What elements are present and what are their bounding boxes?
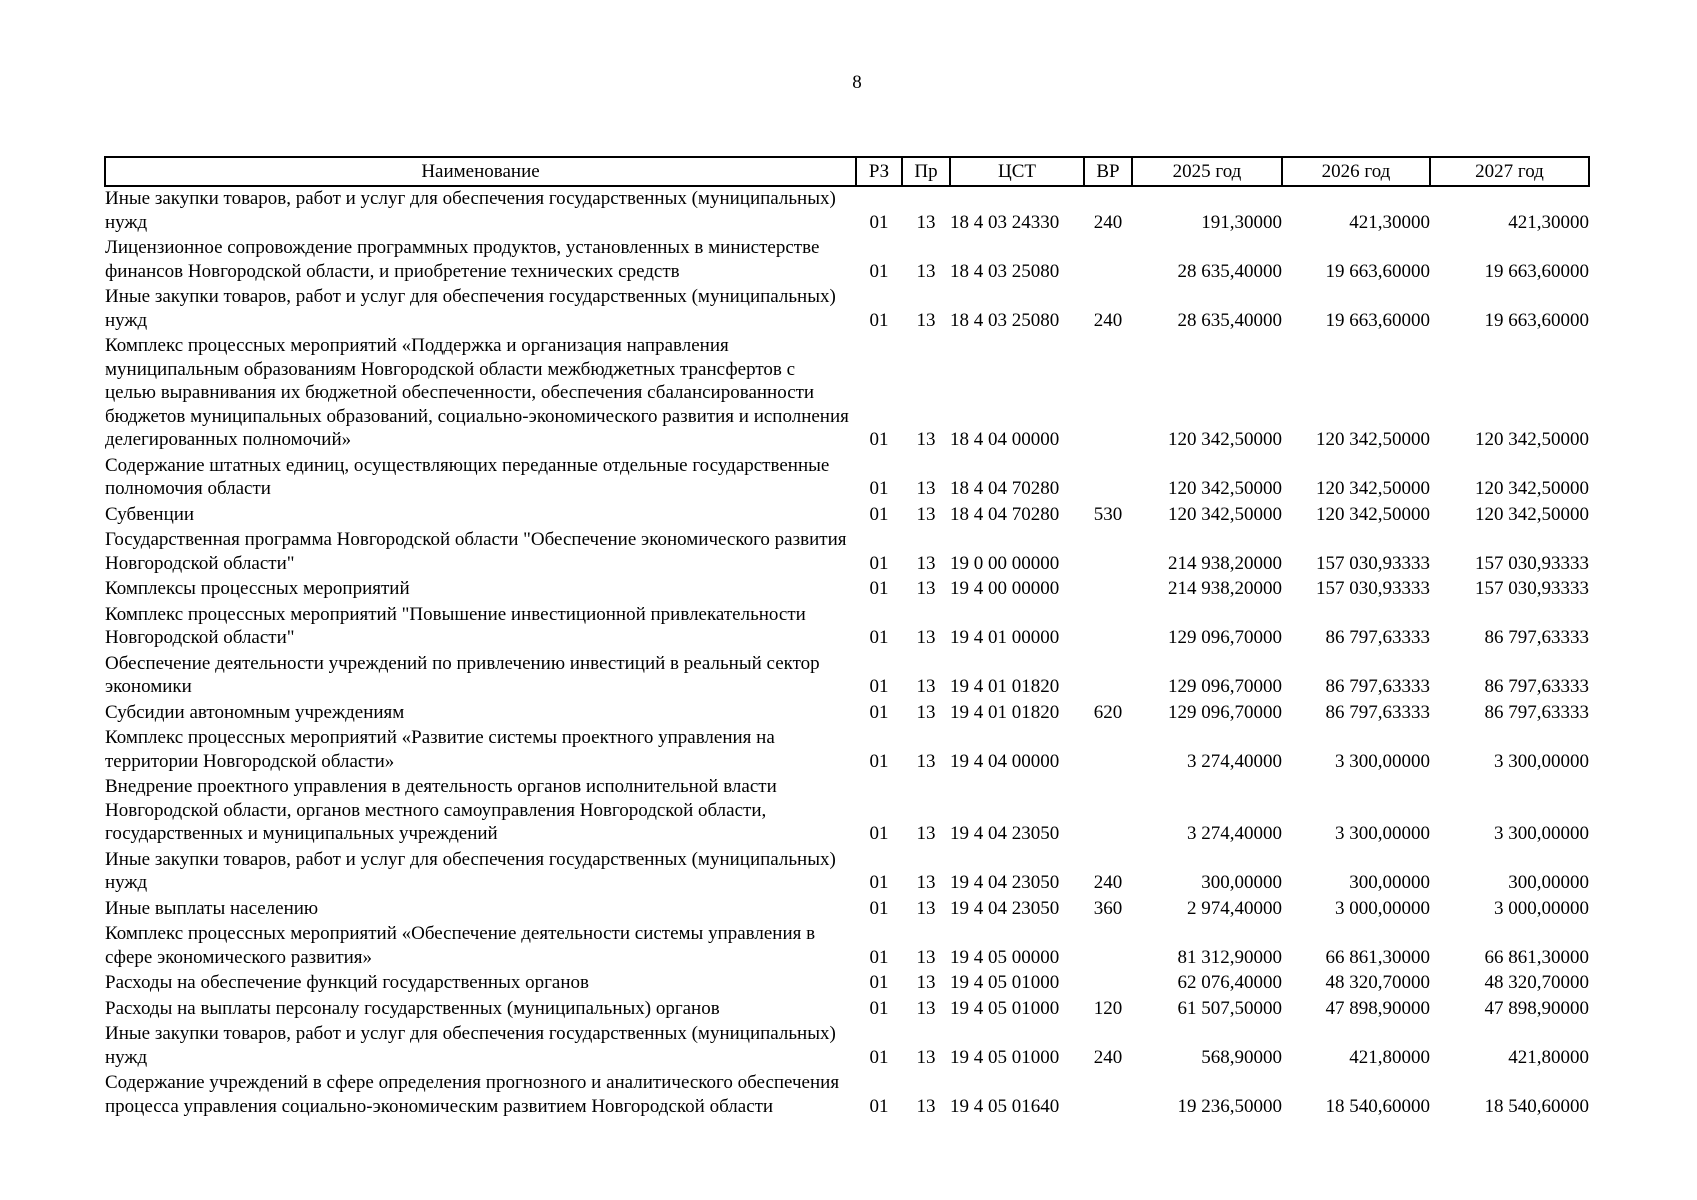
- cell-2025: 61 507,50000: [1177, 997, 1282, 1019]
- cell-rz: 01: [869, 897, 889, 919]
- cell-2025: 129 096,70000: [1168, 627, 1282, 648]
- cell-2027: 18 540,60000: [1484, 1095, 1589, 1117]
- cell-name: Комплекс процессных мероприятий «Поддержка и организация направления муниципальным образованиям Новгородской области межбюджетных трансфертов с целью выравнивания их бюджетной обеспеченности, обеспечения сбалансированности бюджетов муниципальных образований, социально-экономического развития и исполнения делегированных полномочий»: [105, 335, 849, 450]
- cell-2025: 191,30000: [1201, 211, 1282, 233]
- cell-cst: 18 4 04 00000: [950, 429, 1060, 450]
- cell-cst: 19 4 04 00000: [950, 750, 1060, 772]
- cell-pr: 13: [916, 260, 936, 282]
- cell-name: Расходы на выплаты персоналу государственных (муниципальных) органов: [105, 997, 720, 1019]
- cell-2026: 66 861,30000: [1325, 946, 1430, 968]
- cell-2026: 19 663,60000: [1325, 309, 1430, 331]
- cell-2027: 157 030,93333: [1475, 552, 1589, 574]
- cell-rz: 01: [869, 309, 889, 331]
- cell-2026: 3 300,00000: [1335, 750, 1430, 772]
- cell-pr: 13: [916, 897, 936, 919]
- cell-pr: 13: [916, 552, 936, 574]
- cell-rz: 01: [869, 1095, 889, 1117]
- cell-2025: 129 096,70000: [1168, 701, 1282, 723]
- header-2026: 2026 год: [1282, 157, 1430, 186]
- cell-vr: 240: [1093, 1046, 1123, 1068]
- cell-cst: 18 4 03 25080: [950, 260, 1060, 282]
- cell-vr: [1084, 603, 1132, 652]
- cell-rz: 01: [869, 211, 889, 233]
- cell-vr: 240: [1093, 309, 1123, 331]
- cell-pr: 13: [916, 701, 936, 723]
- cell-name: Комплекс процессных мероприятий «Развитие системы проектного управления на территории Новгородской области»: [105, 727, 775, 772]
- cell-2026: 120 342,50000: [1316, 503, 1430, 525]
- cell-2027: 86 797,63333: [1484, 701, 1589, 723]
- cell-2027: 421,30000: [1508, 211, 1589, 233]
- cell-pr: 13: [916, 1046, 936, 1068]
- cell-pr: 13: [916, 972, 936, 993]
- cell-pr: 13: [916, 872, 936, 893]
- cell-pr: 13: [916, 1095, 936, 1117]
- table-row: [105, 848, 1589, 897]
- cell-name: Государственная программа Новгородской области "Обеспечение экономического развития Новгородской области": [105, 529, 847, 574]
- cell-cst: 19 4 01 01820: [950, 676, 1060, 697]
- cell-name: Субсидии автономным учреждениям: [105, 701, 405, 723]
- cell-vr: 530: [1093, 503, 1123, 525]
- table-row: [105, 577, 1589, 603]
- cell-2025: 120 342,50000: [1168, 503, 1282, 525]
- cell-pr: 13: [916, 503, 936, 525]
- cell-2025: 300,00000: [1201, 872, 1282, 893]
- table-body: [105, 186, 1589, 1120]
- cell-vr: [1084, 528, 1132, 577]
- cell-2027: 120 342,50000: [1475, 478, 1589, 499]
- header-name: Наименование: [105, 157, 856, 186]
- table-row: [105, 652, 1589, 701]
- cell-2025: 120 342,50000: [1168, 478, 1282, 499]
- cell-2025: 568,90000: [1201, 1046, 1282, 1068]
- cell-cst: 19 4 04 23050: [950, 897, 1060, 919]
- header-pr: Пр: [902, 157, 950, 186]
- cell-pr: 13: [916, 211, 936, 233]
- cell-vr: 240: [1093, 211, 1123, 233]
- cell-name: Комплекс процессных мероприятий "Повышение инвестиционной привлекательности Новгородской области": [105, 603, 806, 648]
- table-row: [105, 775, 1589, 848]
- header-cst: ЦСТ: [950, 157, 1084, 186]
- page-number: 8: [852, 72, 862, 93]
- cell-cst: 19 4 04 23050: [950, 823, 1060, 844]
- cell-rz: 01: [869, 1046, 889, 1068]
- cell-rz: 01: [869, 946, 889, 968]
- cell-2027: 300,00000: [1508, 872, 1589, 893]
- cell-cst: 19 0 00 00000: [950, 552, 1060, 574]
- table-row: [105, 503, 1589, 529]
- cell-pr: 13: [916, 676, 936, 697]
- table-row: [105, 603, 1589, 652]
- table-row: [105, 285, 1589, 334]
- cell-2027: 19 663,60000: [1484, 260, 1589, 282]
- cell-vr: 120: [1093, 997, 1123, 1019]
- cell-2027: 86 797,63333: [1484, 627, 1589, 648]
- cell-vr: [1084, 726, 1132, 775]
- cell-vr: [1084, 577, 1132, 603]
- cell-2025: 81 312,90000: [1177, 946, 1282, 968]
- cell-name: Внедрение проектного управления в деятельность органов исполнительной власти Новгородской области, органов местного самоуправления Новгородской области, государственных и муниципальных учреждений: [105, 776, 777, 844]
- cell-2026: 48 320,70000: [1325, 972, 1430, 993]
- cell-rz: 01: [869, 627, 889, 648]
- table-row: [105, 454, 1589, 503]
- cell-rz: 01: [869, 750, 889, 772]
- cell-2025: 62 076,40000: [1177, 972, 1282, 993]
- cell-name: Иные закупки товаров, работ и услуг для обеспечения государственных (муниципальных) нужд: [105, 286, 836, 331]
- cell-name: Комплекс процессных мероприятий «Обеспечение деятельности системы управления в сфере экономического развития»: [105, 923, 816, 968]
- cell-2027: 48 320,70000: [1484, 972, 1589, 993]
- cell-vr: 240: [1093, 872, 1123, 893]
- table-row: [105, 1071, 1589, 1120]
- cell-name: Иные закупки товаров, работ и услуг для обеспечения государственных (муниципальных) нужд: [105, 848, 836, 893]
- budget-table: [104, 156, 1590, 1120]
- cell-name: Расходы на обеспечение функций государственных органов: [105, 972, 589, 993]
- cell-pr: 13: [916, 429, 936, 450]
- table-row: [105, 971, 1589, 997]
- cell-cst: 18 4 04 70280: [950, 478, 1060, 499]
- cell-rz: 01: [869, 503, 889, 525]
- cell-cst: 18 4 03 24330: [950, 211, 1060, 233]
- table-row: [105, 186, 1589, 236]
- cell-2027: 120 342,50000: [1475, 503, 1589, 525]
- cell-2027: 66 861,30000: [1484, 946, 1589, 968]
- cell-rz: 01: [869, 578, 889, 599]
- cell-pr: 13: [916, 997, 936, 1019]
- cell-2026: 300,00000: [1349, 872, 1430, 893]
- header-vr: ВР: [1084, 157, 1132, 186]
- cell-cst: 19 4 05 01000: [950, 997, 1060, 1019]
- cell-2027: 47 898,90000: [1484, 997, 1589, 1019]
- cell-vr: [1084, 454, 1132, 503]
- cell-cst: 18 4 03 25080: [950, 309, 1060, 331]
- cell-vr: 360: [1093, 897, 1123, 919]
- cell-2027: 157 030,93333: [1475, 578, 1589, 599]
- cell-pr: 13: [916, 627, 936, 648]
- cell-2026: 86 797,63333: [1325, 627, 1430, 648]
- cell-rz: 01: [869, 972, 889, 993]
- cell-rz: 01: [869, 260, 889, 282]
- header-2025: 2025 год: [1132, 157, 1282, 186]
- cell-2025: 28 635,40000: [1177, 260, 1282, 282]
- cell-2025: 2 974,40000: [1187, 897, 1282, 919]
- cell-vr: [1084, 775, 1132, 848]
- cell-rz: 01: [869, 676, 889, 697]
- cell-2025: 129 096,70000: [1168, 676, 1282, 697]
- cell-2025: 28 635,40000: [1177, 309, 1282, 331]
- cell-2026: 3 300,00000: [1335, 823, 1430, 844]
- cell-name: Иные закупки товаров, работ и услуг для обеспечения государственных (муниципальных) нужд: [105, 188, 836, 233]
- cell-rz: 01: [869, 701, 889, 723]
- cell-2026: 86 797,63333: [1325, 676, 1430, 697]
- cell-pr: 13: [916, 946, 936, 968]
- cell-cst: 19 4 04 23050: [950, 872, 1060, 893]
- cell-name: Иные закупки товаров, работ и услуг для обеспечения государственных (муниципальных) нужд: [105, 1023, 836, 1068]
- cell-2025: 120 342,50000: [1168, 429, 1282, 450]
- cell-cst: 19 4 05 00000: [950, 946, 1060, 968]
- cell-rz: 01: [869, 552, 889, 574]
- cell-2025: 3 274,40000: [1187, 823, 1282, 844]
- cell-2025: 19 236,50000: [1177, 1095, 1282, 1117]
- cell-vr: [1084, 236, 1132, 285]
- cell-2026: 86 797,63333: [1325, 701, 1430, 723]
- cell-vr: [1084, 971, 1132, 997]
- cell-cst: 19 4 05 01000: [950, 1046, 1060, 1068]
- cell-2027: 86 797,63333: [1484, 676, 1589, 697]
- cell-2025: 214 938,20000: [1168, 578, 1282, 599]
- cell-rz: 01: [869, 997, 889, 1019]
- cell-2026: 120 342,50000: [1316, 478, 1430, 499]
- cell-vr: [1084, 334, 1132, 454]
- header-rz: РЗ: [856, 157, 902, 186]
- cell-name: Содержание учреждений в сфере определения прогнозного и аналитического обеспечения процесса управления социально-экономическим развитием Новгородской области: [105, 1072, 840, 1117]
- cell-2025: 214 938,20000: [1168, 552, 1282, 574]
- table-header-row: [105, 157, 1589, 186]
- cell-2027: 120 342,50000: [1475, 429, 1589, 450]
- cell-cst: 19 4 01 00000: [950, 627, 1060, 648]
- cell-2026: 47 898,90000: [1325, 997, 1430, 1019]
- cell-vr: [1084, 652, 1132, 701]
- cell-cst: 19 4 01 01820: [950, 701, 1060, 723]
- cell-pr: 13: [916, 309, 936, 331]
- cell-vr: [1084, 922, 1132, 971]
- cell-pr: 13: [916, 478, 936, 499]
- cell-2026: 3 000,00000: [1335, 897, 1430, 919]
- cell-2026: 421,80000: [1349, 1046, 1430, 1068]
- table-row: [105, 1022, 1589, 1071]
- cell-2027: 3 000,00000: [1494, 897, 1589, 919]
- cell-name: Содержание штатных единиц, осуществляющих переданные отдельные государственные полномочия области: [105, 454, 830, 499]
- cell-pr: 13: [916, 823, 936, 844]
- cell-2027: 3 300,00000: [1494, 823, 1589, 844]
- table-row: [105, 997, 1589, 1023]
- cell-name: Лицензионное сопровождение программных продуктов, установленных в министерстве финансов Новгородской области, и приобретение технических средств: [105, 237, 820, 282]
- cell-2027: 421,80000: [1508, 1046, 1589, 1068]
- cell-rz: 01: [869, 429, 889, 450]
- cell-name: Обеспечение деятельности учреждений по привлечению инвестиций в реальный сектор экономики: [105, 652, 820, 697]
- cell-2026: 120 342,50000: [1316, 429, 1430, 450]
- table-row: [105, 236, 1589, 285]
- cell-pr: 13: [916, 578, 936, 599]
- table-row: [105, 701, 1589, 727]
- cell-cst: 18 4 04 70280: [950, 503, 1060, 525]
- cell-name: Иные выплаты населению: [105, 897, 319, 919]
- cell-vr: 620: [1093, 701, 1123, 723]
- cell-cst: 19 4 05 01000: [950, 972, 1060, 993]
- cell-vr: [1084, 1071, 1132, 1120]
- cell-2026: 18 540,60000: [1325, 1095, 1430, 1117]
- table-row: [105, 334, 1589, 454]
- cell-2027: 19 663,60000: [1484, 309, 1589, 331]
- cell-rz: 01: [869, 872, 889, 893]
- cell-2026: 19 663,60000: [1325, 260, 1430, 282]
- cell-cst: 19 4 00 00000: [950, 578, 1060, 599]
- table-row: [105, 528, 1589, 577]
- table-row: [105, 726, 1589, 775]
- cell-2025: 3 274,40000: [1187, 750, 1282, 772]
- cell-2026: 157 030,93333: [1316, 578, 1430, 599]
- table-row: [105, 897, 1589, 923]
- cell-2026: 157 030,93333: [1316, 552, 1430, 574]
- cell-2026: 421,30000: [1349, 211, 1430, 233]
- cell-name: Субвенции: [105, 503, 195, 525]
- cell-name: Комплексы процессных мероприятий: [105, 578, 410, 599]
- cell-cst: 19 4 05 01640: [950, 1095, 1060, 1117]
- table-row: [105, 922, 1589, 971]
- header-2027: 2027 год: [1430, 157, 1589, 186]
- cell-rz: 01: [869, 823, 889, 844]
- cell-2027: 3 300,00000: [1494, 750, 1589, 772]
- cell-rz: 01: [869, 478, 889, 499]
- cell-pr: 13: [916, 750, 936, 772]
